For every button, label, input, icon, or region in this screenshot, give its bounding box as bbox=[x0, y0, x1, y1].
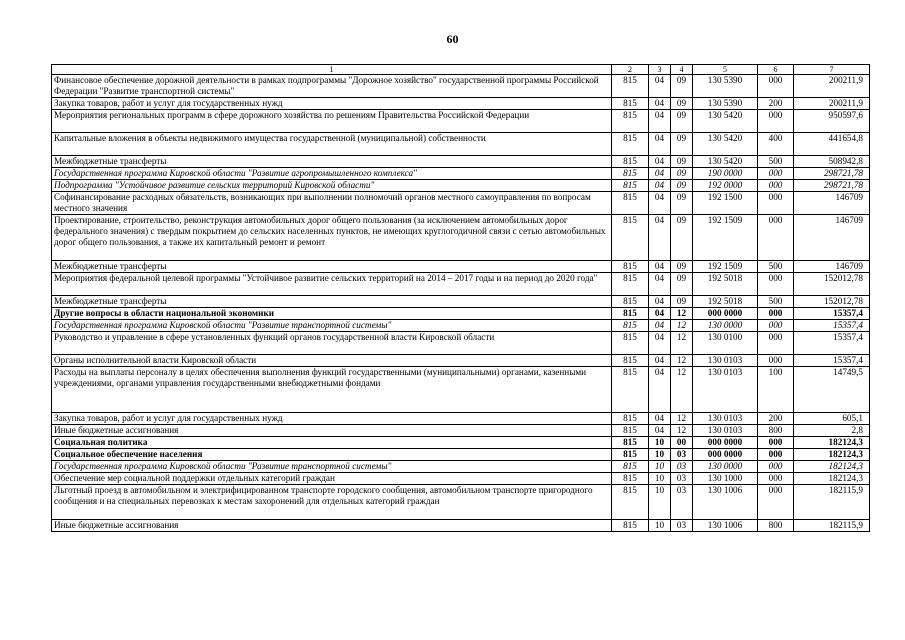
code-expense-type-cell: 000 bbox=[758, 180, 794, 192]
row-name-cell: Капитальные вложения в объекты недвижимого имущества государственной (муниципальной) собственности bbox=[52, 133, 612, 156]
row-name-cell: Государственная программа Кировской области "Развитие агропромышленного комплекса" bbox=[52, 168, 612, 180]
code-section-cell: 04 bbox=[649, 133, 671, 156]
code-admin-cell: 815 bbox=[612, 215, 649, 261]
code-expense-type-cell: 000 bbox=[758, 449, 794, 461]
code-subsection-cell: 03 bbox=[671, 520, 693, 532]
header-cell: 6 bbox=[758, 65, 794, 75]
table-row bbox=[52, 110, 870, 133]
row-name-cell: Социальная политика bbox=[52, 437, 612, 449]
table-row bbox=[52, 425, 870, 437]
code-section-cell: 10 bbox=[649, 437, 671, 449]
code-target-cell: 130 0103 bbox=[693, 413, 758, 425]
code-expense-type-cell: 000 bbox=[758, 215, 794, 261]
code-target-cell: 130 5390 bbox=[693, 98, 758, 110]
table-row bbox=[52, 332, 870, 355]
code-admin-cell: 815 bbox=[612, 110, 649, 133]
code-target-cell: 192 5018 bbox=[693, 296, 758, 308]
code-admin-cell: 815 bbox=[612, 520, 649, 532]
amount-cell: 2,8 bbox=[794, 425, 870, 437]
row-name-cell: Закупка товаров, работ и услуг для государственных нужд bbox=[52, 98, 612, 110]
code-section-cell: 04 bbox=[649, 320, 671, 332]
code-expense-type-cell: 000 bbox=[758, 437, 794, 449]
code-expense-type-cell: 800 bbox=[758, 520, 794, 532]
code-admin-cell: 815 bbox=[612, 296, 649, 308]
code-subsection-cell: 09 bbox=[671, 261, 693, 273]
code-admin-cell: 815 bbox=[612, 461, 649, 473]
row-name-cell: Подпрограмма "Устойчивое развитие сельских территорий Кировской области" bbox=[52, 180, 612, 192]
code-subsection-cell: 09 bbox=[671, 156, 693, 168]
code-section-cell: 10 bbox=[649, 485, 671, 520]
amount-cell: 146709 bbox=[794, 192, 870, 215]
code-admin-cell: 815 bbox=[612, 413, 649, 425]
header-cell: 7 bbox=[794, 65, 870, 75]
row-name-cell: Иные бюджетные ассигнования bbox=[52, 520, 612, 532]
code-admin-cell: 815 bbox=[612, 367, 649, 413]
amount-cell: 950597,6 bbox=[794, 110, 870, 133]
code-expense-type-cell: 100 bbox=[758, 367, 794, 413]
amount-cell: 14749,5 bbox=[794, 367, 870, 413]
code-expense-type-cell: 400 bbox=[758, 133, 794, 156]
code-target-cell: 192 1509 bbox=[693, 261, 758, 273]
row-name-cell: Обеспечение мер социальной поддержки отдельных категорий граждан bbox=[52, 473, 612, 485]
code-expense-type-cell: 000 bbox=[758, 461, 794, 473]
amount-cell: 182124,3 bbox=[794, 449, 870, 461]
table-row bbox=[52, 308, 870, 320]
code-target-cell: 192 5018 bbox=[693, 273, 758, 296]
amount-cell: 15357,4 bbox=[794, 332, 870, 355]
code-target-cell: 130 0000 bbox=[693, 461, 758, 473]
amount-cell: 182124,3 bbox=[794, 473, 870, 485]
code-expense-type-cell: 000 bbox=[758, 168, 794, 180]
row-name-cell: Межбюджетные трансферты bbox=[52, 296, 612, 308]
amount-cell: 15357,4 bbox=[794, 355, 870, 367]
code-target-cell: 130 5390 bbox=[693, 75, 758, 98]
amount-cell: 441654,8 bbox=[794, 133, 870, 156]
table-row bbox=[52, 485, 870, 520]
code-admin-cell: 815 bbox=[612, 180, 649, 192]
table-row bbox=[52, 75, 870, 98]
code-subsection-cell: 09 bbox=[671, 180, 693, 192]
row-name-cell: Мероприятия федеральной целевой программы "Устойчивое развитие сельских территорий на 2014 – 2017 годы и на период до 2020 года" bbox=[52, 273, 612, 296]
code-target-cell: 192 0000 bbox=[693, 180, 758, 192]
code-target-cell: 000 0000 bbox=[693, 308, 758, 320]
table-row bbox=[52, 261, 870, 273]
row-name-cell: Социальное обеспечение населения bbox=[52, 449, 612, 461]
code-target-cell: 192 1500 bbox=[693, 192, 758, 215]
header-cell: 5 bbox=[693, 65, 758, 75]
page-number: 60 bbox=[446, 32, 459, 46]
code-section-cell: 04 bbox=[649, 110, 671, 133]
code-target-cell: 130 0100 bbox=[693, 332, 758, 355]
row-name-cell: Финансовое обеспечение дорожной деятельности в рамках подпрограммы "Дорожное хозяйство" государственной программы Российской Федерации "Развитие транспортной системы" bbox=[52, 75, 612, 98]
row-name-cell: Другие вопросы в области национальной экономики bbox=[52, 308, 612, 320]
code-admin-cell: 815 bbox=[612, 473, 649, 485]
code-admin-cell: 815 bbox=[612, 485, 649, 520]
code-subsection-cell: 12 bbox=[671, 367, 693, 413]
code-target-cell: 130 0103 bbox=[693, 425, 758, 437]
code-admin-cell: 815 bbox=[612, 168, 649, 180]
code-target-cell: 130 5420 bbox=[693, 110, 758, 133]
code-section-cell: 04 bbox=[649, 180, 671, 192]
code-subsection-cell: 12 bbox=[671, 413, 693, 425]
code-admin-cell: 815 bbox=[612, 192, 649, 215]
amount-cell: 182115,9 bbox=[794, 520, 870, 532]
code-subsection-cell: 09 bbox=[671, 192, 693, 215]
table-row bbox=[52, 473, 870, 485]
header-cell: 4 bbox=[671, 65, 693, 75]
table-row bbox=[52, 367, 870, 413]
code-expense-type-cell: 800 bbox=[758, 425, 794, 437]
table-row bbox=[52, 180, 870, 192]
table-row bbox=[52, 355, 870, 367]
table-row bbox=[52, 520, 870, 532]
code-expense-type-cell: 500 bbox=[758, 261, 794, 273]
code-subsection-cell: 09 bbox=[671, 98, 693, 110]
code-target-cell: 190 0000 bbox=[693, 168, 758, 180]
code-subsection-cell: 12 bbox=[671, 320, 693, 332]
code-subsection-cell: 03 bbox=[671, 461, 693, 473]
code-admin-cell: 815 bbox=[612, 133, 649, 156]
code-subsection-cell: 09 bbox=[671, 296, 693, 308]
code-subsection-cell: 09 bbox=[671, 110, 693, 133]
code-admin-cell: 815 bbox=[612, 355, 649, 367]
amount-cell: 15357,4 bbox=[794, 320, 870, 332]
code-target-cell: 000 0000 bbox=[693, 437, 758, 449]
code-section-cell: 04 bbox=[649, 355, 671, 367]
amount-cell: 298721,78 bbox=[794, 168, 870, 180]
code-subsection-cell: 03 bbox=[671, 485, 693, 520]
code-subsection-cell: 12 bbox=[671, 425, 693, 437]
code-section-cell: 10 bbox=[649, 461, 671, 473]
row-name-cell: Органы исполнительной власти Кировской области bbox=[52, 355, 612, 367]
code-admin-cell: 815 bbox=[612, 320, 649, 332]
code-section-cell: 04 bbox=[649, 261, 671, 273]
code-target-cell: 130 0103 bbox=[693, 367, 758, 413]
amount-cell: 298721,78 bbox=[794, 180, 870, 192]
row-name-cell: Проектирование, строительство, реконструкция автомобильных дорог общего пользования (за исключением автомобильных дорог федерального значения) с твердым покрытием до сельских населенных пунктов, не имеющих круглогодичной связи с сетью автомобильных дорог общего пользования, а также их капитальный ремонт и ремонт bbox=[52, 215, 612, 261]
header-cell: 2 bbox=[612, 65, 649, 75]
row-name-cell: Иные бюджетные ассигнования bbox=[52, 425, 612, 437]
code-admin-cell: 815 bbox=[612, 449, 649, 461]
table-row bbox=[52, 98, 870, 110]
code-section-cell: 10 bbox=[649, 520, 671, 532]
table-row bbox=[52, 320, 870, 332]
code-section-cell: 04 bbox=[649, 75, 671, 98]
code-expense-type-cell: 000 bbox=[758, 473, 794, 485]
code-target-cell: 130 5420 bbox=[693, 156, 758, 168]
code-target-cell: 130 0000 bbox=[693, 320, 758, 332]
code-section-cell: 04 bbox=[649, 215, 671, 261]
code-expense-type-cell: 200 bbox=[758, 98, 794, 110]
row-name-cell: Межбюджетные трансферты bbox=[52, 156, 612, 168]
header-cell: 1 bbox=[52, 65, 612, 75]
code-admin-cell: 815 bbox=[612, 425, 649, 437]
code-section-cell: 10 bbox=[649, 473, 671, 485]
code-subsection-cell: 03 bbox=[671, 473, 693, 485]
budget-table bbox=[51, 64, 870, 532]
table-row bbox=[52, 449, 870, 461]
amount-cell: 152012,78 bbox=[794, 273, 870, 296]
amount-cell: 182124,3 bbox=[794, 461, 870, 473]
code-target-cell: 130 1006 bbox=[693, 485, 758, 520]
code-expense-type-cell: 000 bbox=[758, 320, 794, 332]
code-section-cell: 04 bbox=[649, 273, 671, 296]
code-expense-type-cell: 000 bbox=[758, 485, 794, 520]
row-name-cell: Межбюджетные трансферты bbox=[52, 261, 612, 273]
code-expense-type-cell: 500 bbox=[758, 296, 794, 308]
table-row bbox=[52, 168, 870, 180]
row-name-cell: Государственная программа Кировской области "Развитие транспортной системы" bbox=[52, 461, 612, 473]
code-admin-cell: 815 bbox=[612, 332, 649, 355]
code-expense-type-cell: 000 bbox=[758, 308, 794, 320]
code-expense-type-cell: 000 bbox=[758, 110, 794, 133]
code-admin-cell: 815 bbox=[612, 156, 649, 168]
code-expense-type-cell: 000 bbox=[758, 332, 794, 355]
table-row bbox=[52, 156, 870, 168]
table-row bbox=[52, 192, 870, 215]
code-section-cell: 04 bbox=[649, 425, 671, 437]
code-subsection-cell: 09 bbox=[671, 273, 693, 296]
row-name-cell: Руководство и управление в сфере установленных функций органов государственной власти Кировской области bbox=[52, 332, 612, 355]
row-name-cell: Льготный проезд в автомобильном и электрифицированном транспорте городского сообщения, автомобильном транспорте пригородного сообщения и на специальных перевозках к местам захоронений для отдельных категорий граждан bbox=[52, 485, 612, 520]
table-row bbox=[52, 461, 870, 473]
code-subsection-cell: 12 bbox=[671, 332, 693, 355]
code-admin-cell: 815 bbox=[612, 98, 649, 110]
code-section-cell: 04 bbox=[649, 367, 671, 413]
table-row bbox=[52, 437, 870, 449]
table-header-row bbox=[52, 65, 870, 75]
amount-cell: 508942,8 bbox=[794, 156, 870, 168]
code-expense-type-cell: 200 bbox=[758, 413, 794, 425]
code-subsection-cell: 12 bbox=[671, 355, 693, 367]
code-section-cell: 04 bbox=[649, 332, 671, 355]
amount-cell: 152012,78 bbox=[794, 296, 870, 308]
table-row bbox=[52, 413, 870, 425]
code-section-cell: 10 bbox=[649, 449, 671, 461]
code-subsection-cell: 00 bbox=[671, 437, 693, 449]
code-subsection-cell: 03 bbox=[671, 449, 693, 461]
row-name-cell: Софинансирование расходных обязательств, возникающих при выполнении полномочий органов местного самоуправления по вопросам местного значения bbox=[52, 192, 612, 215]
code-expense-type-cell: 000 bbox=[758, 273, 794, 296]
row-name-cell: Мероприятия региональных программ в сфере дорожного хозяйства по решениям Правительства Российской Федерации bbox=[52, 110, 612, 133]
code-section-cell: 04 bbox=[649, 296, 671, 308]
code-section-cell: 04 bbox=[649, 156, 671, 168]
amount-cell: 182124,3 bbox=[794, 437, 870, 449]
code-subsection-cell: 09 bbox=[671, 215, 693, 261]
amount-cell: 605,1 bbox=[794, 413, 870, 425]
header-cell: 3 bbox=[649, 65, 671, 75]
row-name-cell: Расходы на выплаты персоналу в целях обеспечения выполнения функций государственными (муниципальными) органами, казенными учреждениями, органами управления государственными внебюджетными фондами bbox=[52, 367, 612, 413]
row-name-cell: Государственная программа Кировской области "Развитие транспортной системы" bbox=[52, 320, 612, 332]
code-subsection-cell: 09 bbox=[671, 75, 693, 98]
code-expense-type-cell: 000 bbox=[758, 355, 794, 367]
code-target-cell: 000 0000 bbox=[693, 449, 758, 461]
code-target-cell: 192 1509 bbox=[693, 215, 758, 261]
code-admin-cell: 815 bbox=[612, 437, 649, 449]
row-name-cell: Закупка товаров, работ и услуг для государственных нужд bbox=[52, 413, 612, 425]
code-section-cell: 04 bbox=[649, 413, 671, 425]
code-admin-cell: 815 bbox=[612, 261, 649, 273]
code-section-cell: 04 bbox=[649, 308, 671, 320]
table-row bbox=[52, 273, 870, 296]
amount-cell: 15357,4 bbox=[794, 308, 870, 320]
table-row bbox=[52, 296, 870, 308]
code-target-cell: 130 5420 bbox=[693, 133, 758, 156]
code-section-cell: 04 bbox=[649, 192, 671, 215]
code-target-cell: 130 1006 bbox=[693, 520, 758, 532]
code-admin-cell: 815 bbox=[612, 308, 649, 320]
code-expense-type-cell: 500 bbox=[758, 156, 794, 168]
table-row bbox=[52, 215, 870, 261]
code-section-cell: 04 bbox=[649, 168, 671, 180]
code-section-cell: 04 bbox=[649, 98, 671, 110]
code-expense-type-cell: 000 bbox=[758, 192, 794, 215]
table-row bbox=[52, 133, 870, 156]
code-target-cell: 130 0103 bbox=[693, 355, 758, 367]
code-subsection-cell: 09 bbox=[671, 168, 693, 180]
amount-cell: 200211,9 bbox=[794, 98, 870, 110]
amount-cell: 200211,9 bbox=[794, 75, 870, 98]
code-expense-type-cell: 000 bbox=[758, 75, 794, 98]
code-admin-cell: 815 bbox=[612, 273, 649, 296]
code-target-cell: 130 1000 bbox=[693, 473, 758, 485]
amount-cell: 146709 bbox=[794, 261, 870, 273]
code-subsection-cell: 12 bbox=[671, 308, 693, 320]
amount-cell: 146709 bbox=[794, 215, 870, 261]
amount-cell: 182115,9 bbox=[794, 485, 870, 520]
code-subsection-cell: 09 bbox=[671, 133, 693, 156]
code-admin-cell: 815 bbox=[612, 75, 649, 98]
